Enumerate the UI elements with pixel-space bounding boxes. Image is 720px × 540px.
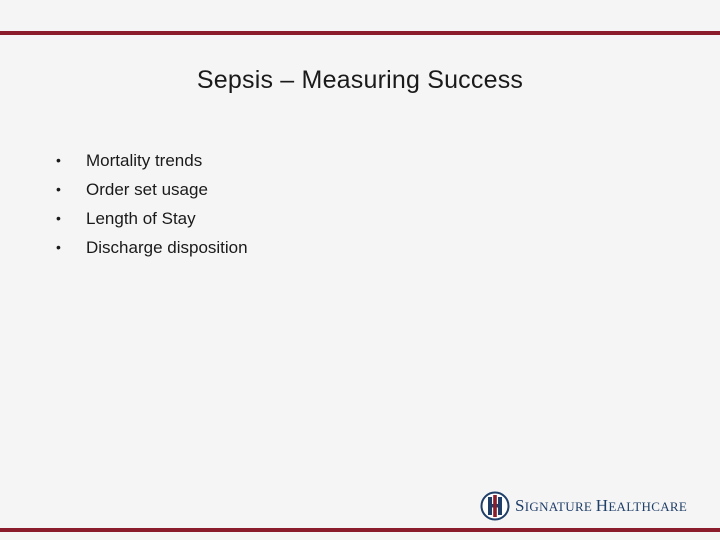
bullet-item: [56, 146, 248, 175]
top-rule: [0, 31, 720, 35]
bullet-dot: •: [56, 181, 61, 197]
signature-healthcare-h-emblem-icon: [480, 491, 510, 521]
bullet-text: Mortality trends: [86, 151, 203, 170]
bullet-dot: •: [56, 152, 61, 168]
bullet-list: [56, 146, 248, 262]
bullet-dot: •: [56, 239, 61, 255]
logo-initial-h: H: [595, 496, 609, 515]
logo-initial-s: S: [515, 496, 525, 515]
bullet-item: [56, 204, 248, 233]
logo-text-ignature: IGNATURE: [524, 499, 593, 514]
bullet-item: [56, 175, 248, 204]
bullet-item: [56, 233, 248, 262]
bottom-rule: [0, 528, 720, 532]
signature-healthcare-logo: [480, 488, 687, 524]
bullet-dot: •: [56, 210, 61, 226]
bullet-text: Order set usage: [86, 180, 208, 199]
slide-title: Sepsis – Measuring Success: [196, 66, 524, 94]
bullet-text: Length of Stay: [86, 209, 196, 228]
bullet-text: Discharge disposition: [86, 238, 248, 257]
logo-wordmark: [515, 496, 687, 516]
logo-text-ealthcare: EALTHCARE: [608, 499, 688, 514]
